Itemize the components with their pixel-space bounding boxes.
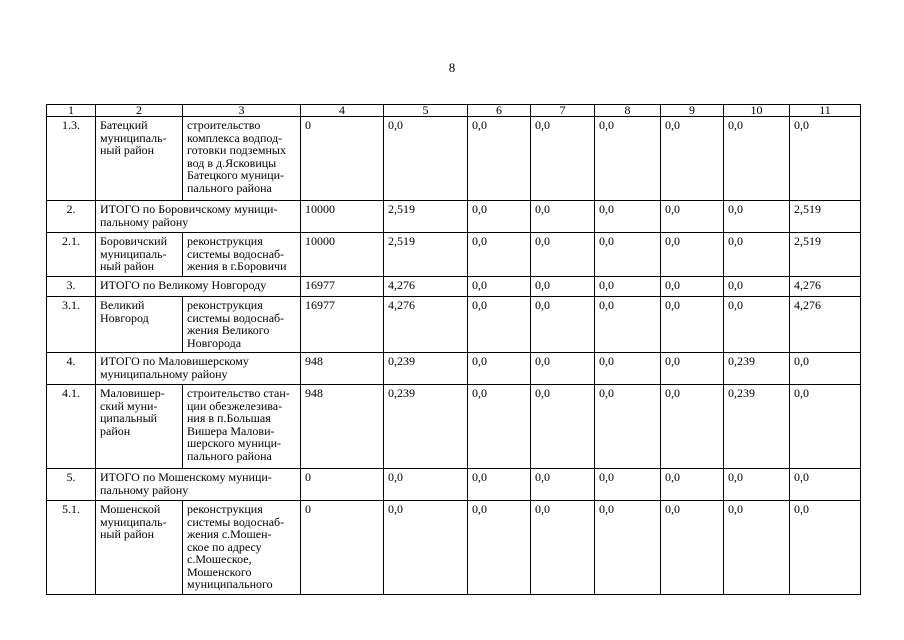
data-table bbox=[46, 104, 861, 595]
value-cell: 0,0 bbox=[595, 501, 661, 595]
page-number: 8 bbox=[448, 60, 456, 75]
table-row bbox=[47, 501, 861, 595]
value-cell: 0,0 bbox=[384, 501, 468, 595]
total-label: ИТОГО по Великому Новгороду bbox=[96, 277, 301, 297]
table-row bbox=[47, 385, 861, 469]
table-row bbox=[47, 233, 861, 277]
value-cell: 0,239 bbox=[384, 385, 468, 469]
district-cell: Боровичский муниципаль- ный район bbox=[96, 233, 183, 277]
value-cell: 0,0 bbox=[531, 233, 595, 277]
value-cell: 0,0 bbox=[468, 117, 531, 201]
district-cell: Батецкий муниципаль- ный район bbox=[96, 117, 183, 201]
column-header: 2 bbox=[96, 105, 183, 117]
column-header: 5 bbox=[384, 105, 468, 117]
value-cell: 16977 bbox=[301, 297, 384, 353]
value-cell: 0,0 bbox=[531, 201, 595, 233]
value-cell: 0,0 bbox=[384, 117, 468, 201]
value-cell: 2,519 bbox=[790, 201, 861, 233]
total-label: ИТОГО по Мошенскому муници- пальному району bbox=[96, 469, 301, 501]
row-number: 5.1. bbox=[47, 501, 96, 595]
value-cell: 0,0 bbox=[531, 117, 595, 201]
value-cell: 0,0 bbox=[595, 297, 661, 353]
column-header: 6 bbox=[468, 105, 531, 117]
value-cell: 0,0 bbox=[468, 297, 531, 353]
table-row bbox=[47, 297, 861, 353]
row-number: 2. bbox=[47, 201, 96, 233]
value-cell: 0,0 bbox=[724, 201, 790, 233]
column-header: 3 bbox=[183, 105, 301, 117]
column-header: 11 bbox=[790, 105, 861, 117]
value-cell: 0,239 bbox=[384, 353, 468, 385]
project-cell: строительство стан- ции обезжелезива- ния в п.Большая Вишера Малови- шерского муници- пального района bbox=[183, 385, 301, 469]
value-cell: 0,0 bbox=[595, 277, 661, 297]
value-cell: 0,0 bbox=[724, 501, 790, 595]
value-cell: 0,0 bbox=[384, 469, 468, 501]
value-cell: 0,0 bbox=[595, 233, 661, 277]
value-cell: 0,0 bbox=[724, 233, 790, 277]
value-cell: 4,276 bbox=[384, 297, 468, 353]
total-row bbox=[47, 353, 861, 385]
value-cell: 0,0 bbox=[531, 385, 595, 469]
value-cell: 0,0 bbox=[531, 501, 595, 595]
value-cell: 0,0 bbox=[790, 353, 861, 385]
value-cell: 0,0 bbox=[595, 353, 661, 385]
district-cell: Великий Новгород bbox=[96, 297, 183, 353]
value-cell: 0,0 bbox=[790, 117, 861, 201]
value-cell: 0,0 bbox=[531, 297, 595, 353]
value-cell: 4,276 bbox=[790, 297, 861, 353]
value-cell: 0,0 bbox=[595, 117, 661, 201]
total-row bbox=[47, 201, 861, 233]
value-cell: 948 bbox=[301, 385, 384, 469]
column-header: 7 bbox=[531, 105, 595, 117]
value-cell: 0,0 bbox=[661, 201, 724, 233]
value-cell: 0,0 bbox=[531, 353, 595, 385]
value-cell: 0,0 bbox=[531, 469, 595, 501]
project-cell: реконструкция системы водоснаб- жения с.Мошен- ское по адресу с.Мошеское, Мошенского муниципального bbox=[183, 501, 301, 595]
total-row bbox=[47, 469, 861, 501]
total-label: ИТОГО по Маловишерскому муниципальному району bbox=[96, 353, 301, 385]
value-cell: 0,0 bbox=[790, 385, 861, 469]
value-cell: 0,0 bbox=[790, 469, 861, 501]
value-cell: 0,0 bbox=[661, 353, 724, 385]
value-cell: 0,0 bbox=[724, 277, 790, 297]
value-cell: 0,0 bbox=[661, 277, 724, 297]
value-cell: 948 bbox=[301, 353, 384, 385]
project-cell: реконструкция системы водоснаб- жения Великого Новгорода bbox=[183, 297, 301, 353]
value-cell: 0,0 bbox=[724, 117, 790, 201]
column-header: 9 bbox=[661, 105, 724, 117]
row-number: 4. bbox=[47, 353, 96, 385]
table-row bbox=[47, 117, 861, 201]
project-cell: реконструкция системы водоснаб- жения в г.Боровичи bbox=[183, 233, 301, 277]
value-cell: 0,0 bbox=[661, 297, 724, 353]
total-label: ИТОГО по Боровичскому муници- пальному району bbox=[96, 201, 301, 233]
value-cell: 2,519 bbox=[384, 201, 468, 233]
value-cell: 0,0 bbox=[661, 501, 724, 595]
row-number: 1.3. bbox=[47, 117, 96, 201]
row-number: 5. bbox=[47, 469, 96, 501]
value-cell: 10000 bbox=[301, 201, 384, 233]
district-cell: Мошенской муниципаль- ный район bbox=[96, 501, 183, 595]
value-cell: 0 bbox=[301, 469, 384, 501]
value-cell: 0,239 bbox=[724, 353, 790, 385]
column-header: 1 bbox=[47, 105, 96, 117]
value-cell: 0,0 bbox=[595, 469, 661, 501]
row-number: 3. bbox=[47, 277, 96, 297]
value-cell: 4,276 bbox=[790, 277, 861, 297]
value-cell: 0,0 bbox=[468, 469, 531, 501]
total-row bbox=[47, 277, 861, 297]
value-cell: 0,0 bbox=[468, 501, 531, 595]
value-cell: 2,519 bbox=[384, 233, 468, 277]
column-header: 4 bbox=[301, 105, 384, 117]
value-cell: 0,0 bbox=[595, 201, 661, 233]
value-cell: 0,0 bbox=[724, 469, 790, 501]
column-header: 8 bbox=[595, 105, 661, 117]
value-cell: 0,0 bbox=[468, 277, 531, 297]
value-cell: 0,0 bbox=[595, 385, 661, 469]
value-cell: 0,0 bbox=[468, 353, 531, 385]
value-cell: 0 bbox=[301, 117, 384, 201]
row-number: 2.1. bbox=[47, 233, 96, 277]
row-number: 3.1. bbox=[47, 297, 96, 353]
value-cell: 0,0 bbox=[661, 117, 724, 201]
value-cell: 0,0 bbox=[724, 297, 790, 353]
value-cell: 0,0 bbox=[468, 385, 531, 469]
value-cell: 0,0 bbox=[531, 277, 595, 297]
row-number: 4.1. bbox=[47, 385, 96, 469]
value-cell: 0,0 bbox=[661, 469, 724, 501]
value-cell: 0 bbox=[301, 501, 384, 595]
value-cell: 0,239 bbox=[724, 385, 790, 469]
district-cell: Маловишер- ский муни- ципальный район bbox=[96, 385, 183, 469]
project-cell: строительство комплекса водпод- готовки подземных вод в д.Ясковицы Батецкого муници- пального района bbox=[183, 117, 301, 201]
value-cell: 0,0 bbox=[790, 501, 861, 595]
column-header: 10 bbox=[724, 105, 790, 117]
value-cell: 0,0 bbox=[661, 233, 724, 277]
value-cell: 0,0 bbox=[468, 233, 531, 277]
value-cell: 16977 bbox=[301, 277, 384, 297]
value-cell: 10000 bbox=[301, 233, 384, 277]
value-cell: 0,0 bbox=[661, 385, 724, 469]
value-cell: 4,276 bbox=[384, 277, 468, 297]
value-cell: 0,0 bbox=[468, 201, 531, 233]
header-row bbox=[47, 105, 861, 117]
value-cell: 2,519 bbox=[790, 233, 861, 277]
